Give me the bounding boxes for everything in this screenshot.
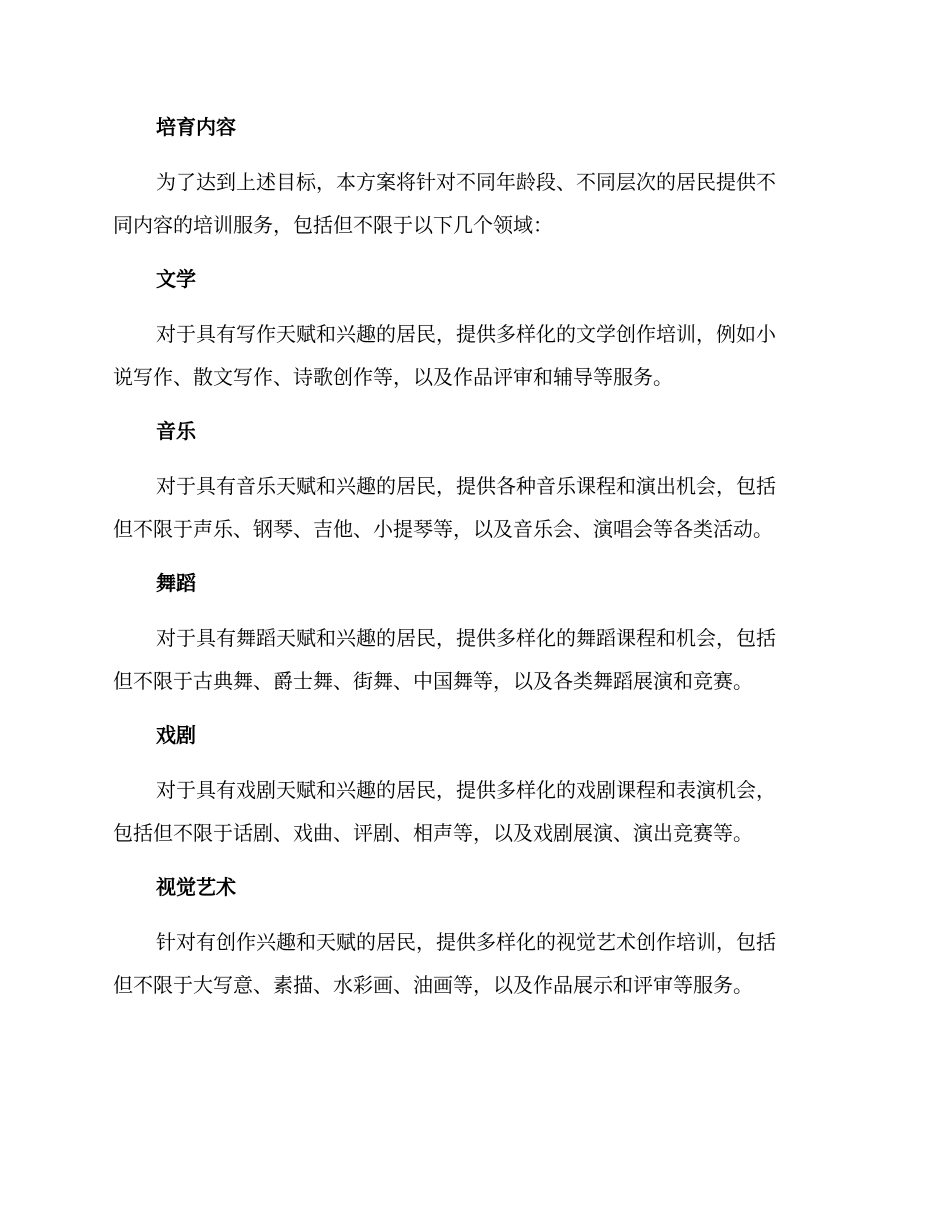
paragraph-line: 但不限于声乐、钢琴、吉他、小提琴等，以及音乐会、演唱会等各类活动。 [113,517,773,541]
paragraph-line: 但不限于大写意、素描、水彩画、油画等，以及作品展示和评审等服务。 [113,973,753,997]
paragraph-line: 同内容的培训服务，包括但不限于以下几个领域： [113,213,553,237]
section-heading-visual-arts: 视觉艺术 [156,875,236,899]
section-heading-music: 音乐 [156,419,196,443]
section-heading-literature: 文学 [156,267,196,291]
section-heading-drama: 戏剧 [156,723,196,747]
paragraph-line: 对于具有戏剧天赋和兴趣的居民，提供多样化的戏剧课程和表演机会， [156,778,776,802]
paragraph-line: 包括但不限于话剧、戏曲、评剧、相声等，以及戏剧展演、演出竞赛等。 [113,821,753,845]
paragraph-line: 为了达到上述目标，本方案将针对不同年龄段、不同层次的居民提供不 [156,170,776,194]
paragraph-line: 但不限于古典舞、爵士舞、街舞、中国舞等，以及各类舞蹈展演和竞赛。 [113,669,753,693]
section-heading-dance: 舞蹈 [156,571,196,595]
paragraph-line: 对于具有音乐天赋和兴趣的居民，提供各种音乐课程和演出机会，包括 [156,474,776,498]
paragraph-line: 针对有创作兴趣和天赋的居民，提供多样化的视觉艺术创作培训，包括 [156,930,776,954]
section-heading-training-content: 培育内容 [156,115,236,139]
paragraph-line: 对于具有写作天赋和兴趣的居民，提供多样化的文学创作培训，例如小 [156,322,776,346]
paragraph-line: 对于具有舞蹈天赋和兴趣的居民，提供多样化的舞蹈课程和机会，包括 [156,626,776,650]
paragraph-line: 说写作、散文写作、诗歌创作等，以及作品评审和辅导等服务。 [113,365,673,389]
